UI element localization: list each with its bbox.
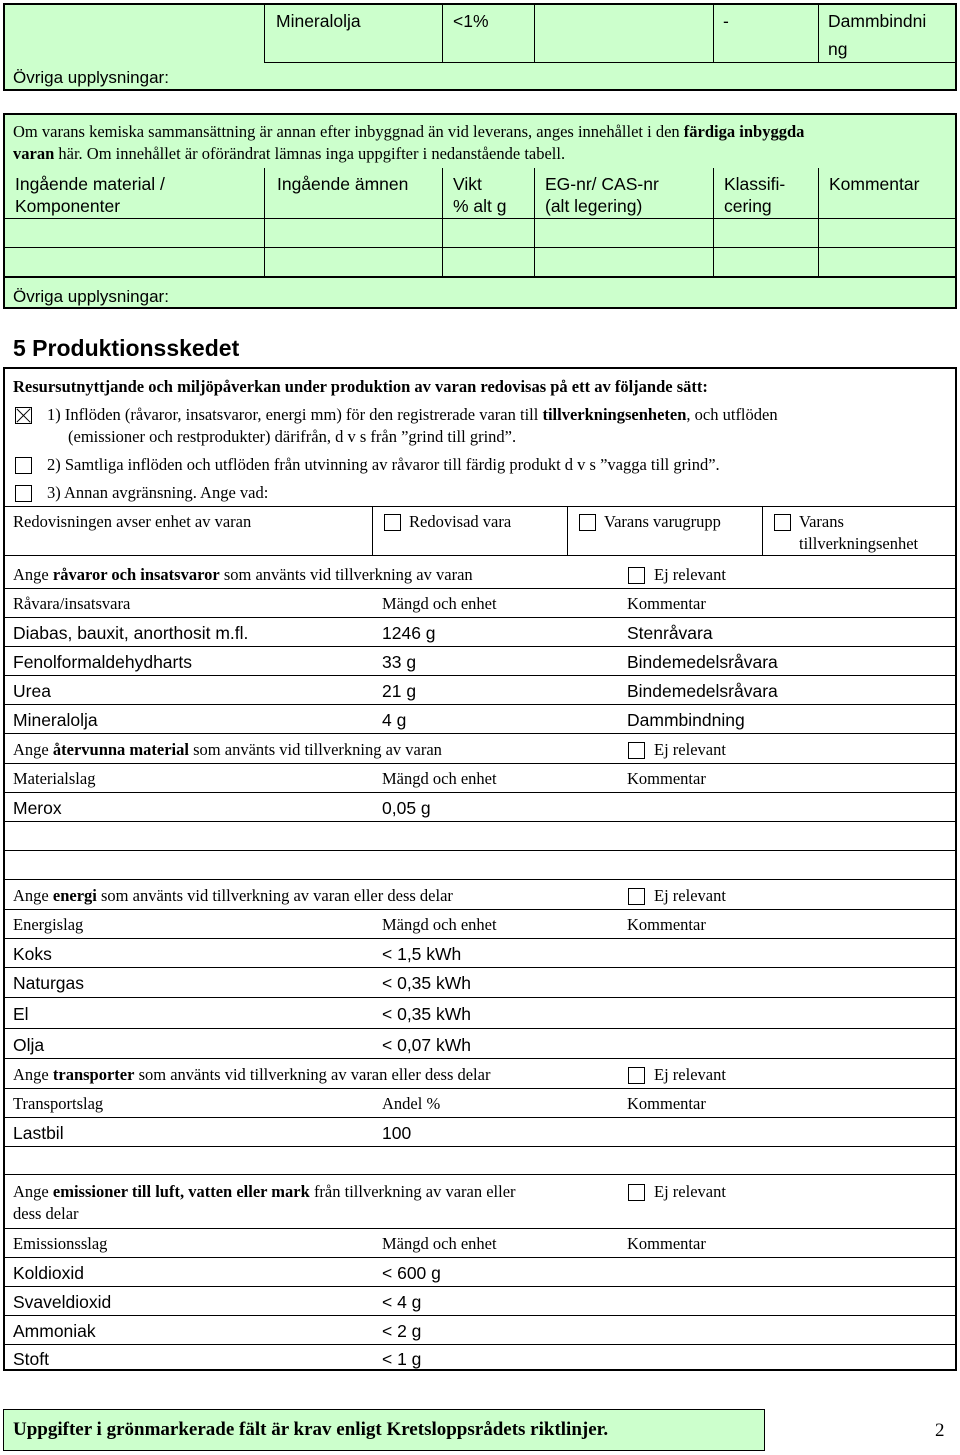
energy-row-name: Naturgas [13, 973, 85, 993]
energy-heading: Ange energi som använts vid tillverkning av varan eller dess delar [13, 886, 453, 905]
emissions-row-amount: < 600 g [382, 1263, 441, 1283]
unit-label: Redovisningen avser enhet av varan [13, 512, 252, 531]
energy-col-amount: Mängd och enhet [382, 915, 497, 934]
built-in-other-info: Övriga upplysningar: [13, 287, 169, 306]
option3-label: 3) Annan avgränsning. Ange vad: [47, 483, 269, 502]
energy-row-name: El [13, 1004, 29, 1024]
raw-row-name: Mineralolja [13, 710, 98, 730]
emissions-row-name: Stoft [13, 1349, 49, 1369]
recycled-row-name: Merox [13, 798, 62, 818]
raw-row-name: Diabas, bauxit, anorthosit m.fl. [13, 623, 249, 643]
energy-ej-label: Ej relevant [654, 886, 726, 905]
emissions-heading-l2: dess delar [13, 1204, 79, 1223]
transport-row-amount: 100 [382, 1123, 412, 1143]
raw-row-amount: 33 g [382, 652, 417, 672]
energy-ej-checkbox[interactable] [628, 888, 645, 905]
header-material: Ingående material / Komponenter [15, 174, 165, 216]
raw-col-comment: Kommentar [627, 594, 706, 613]
energy-row-name: Olja [13, 1035, 45, 1055]
energy-row-name: Koks [13, 944, 52, 964]
energy-col-comment: Kommentar [627, 915, 706, 934]
recycled-col-name: Materialslag [13, 769, 96, 788]
transport-col-name: Transportslag [13, 1094, 104, 1113]
raw-row-comment: Bindemedelsråvara [627, 681, 778, 701]
page-number: 2 [935, 1420, 945, 1441]
emissions-ej-label: Ej relevant [654, 1182, 726, 1201]
emissions-row-name: Svaveldioxid [13, 1292, 112, 1312]
header-classification: Klassifi- cering [724, 174, 786, 216]
emissions-heading-l1: Ange emissioner till luft, vatten eller mark från tillverkning av varan eller [13, 1182, 516, 1201]
header-comment: Kommentar [829, 174, 920, 194]
recycled-ej-label: Ej relevant [654, 740, 726, 759]
option1-checkbox[interactable] [15, 407, 32, 424]
footer-note-box [3, 1409, 765, 1451]
raw-col-amount: Mängd och enhet [382, 594, 497, 613]
emissions-col-name: Emissionsslag [13, 1234, 108, 1253]
recycled-row-amount: 0,05 g [382, 798, 431, 818]
raw-row-amount: 4 g [382, 710, 407, 730]
top-row-material: Mineralolja [276, 11, 361, 31]
energy-row-amount: < 1,5 kWh [382, 944, 462, 964]
unit-opt3-label-l2: tillverkningsenhet [799, 534, 919, 553]
option2-label: 2) Samtliga inflöden och utflöden från utvinning av råvaror till färdig produkt d v s ”vagga till grind”. [47, 455, 720, 474]
emissions-row-amount: < 2 g [382, 1321, 422, 1341]
transport-ej-checkbox[interactable] [628, 1067, 645, 1084]
option2-checkbox[interactable] [15, 457, 32, 474]
raw-row-amount: 21 g [382, 681, 417, 701]
option1-line2: (emissioner och restprodukter) därifrån, d v s från ”grind till grind”. [68, 427, 517, 446]
top-row-comment-l1: Dammbindni [828, 11, 927, 31]
raw-col-name: Råvara/insatsvara [13, 594, 131, 613]
option3-checkbox[interactable] [15, 485, 32, 502]
transport-ej-label: Ej relevant [654, 1065, 726, 1084]
unit-opt3-checkbox[interactable] [774, 514, 791, 531]
energy-col-name: Energislag [13, 915, 84, 934]
energy-row-amount: < 0,35 kWh [382, 1004, 472, 1024]
header-weight: Vikt % alt g [453, 174, 507, 216]
top-other-info: Övriga upplysningar: [13, 68, 169, 87]
raw-row-name: Fenolformaldehydharts [13, 652, 192, 672]
transport-col-comment: Kommentar [627, 1094, 706, 1113]
energy-row-amount: < 0,07 kWh [382, 1035, 472, 1055]
header-substances: Ingående ämnen [277, 174, 409, 194]
raw-row-comment: Dammbindning [627, 710, 745, 730]
top-row-ecnr: - [723, 11, 729, 31]
section5-title: 5 Produktionsskedet [13, 335, 240, 361]
transport-col-amount: Andel % [382, 1094, 441, 1113]
energy-row-amount: < 0,35 kWh [382, 973, 472, 993]
built-in-intro-line1: Om varans kemiska sammansättning är annan efter inbyggnad än vid leverans, anges innehållet i den färdiga inbyggda [13, 122, 805, 141]
option1-line1: 1) Inflöden (råvaror, insatsvaror, energi mm) för den registrerade varan till tillverkningsenheten, och utflöden [47, 405, 778, 424]
unit-opt2-label: Varans varugrupp [604, 512, 721, 531]
raw-row-amount: 1246 g [382, 623, 436, 643]
recycled-ej-checkbox[interactable] [628, 742, 645, 759]
emissions-row-name: Ammoniak [13, 1321, 96, 1341]
transport-heading: Ange transporter som använts vid tillverkning av varan eller dess delar [13, 1065, 491, 1084]
emissions-col-comment: Kommentar [627, 1234, 706, 1253]
raw-ej-label: Ej relevant [654, 565, 726, 584]
raw-row-name: Urea [13, 681, 51, 701]
emissions-col-amount: Mängd och enhet [382, 1234, 497, 1253]
resource-heading: Resursutnyttjande och miljöpåverkan under produktion av varan redovisas på ett av följande sätt: [13, 377, 708, 396]
unit-opt2-checkbox[interactable] [579, 514, 596, 531]
transport-row-name: Lastbil [13, 1123, 64, 1143]
unit-opt3-label-l1: Varans [799, 512, 844, 531]
emissions-row-amount: < 1 g [382, 1349, 422, 1369]
recycled-col-amount: Mängd och enhet [382, 769, 497, 788]
raw-heading: Ange råvaror och insatsvaror som använts vid tillverkning av varan [13, 565, 473, 584]
raw-row-comment: Stenråvara [627, 623, 713, 643]
emissions-ej-checkbox[interactable] [628, 1184, 645, 1201]
raw-row-comment: Bindemedelsråvara [627, 652, 778, 672]
header-ecnr: EG-nr/ CAS-nr (alt legering) [545, 174, 659, 216]
recycled-heading: Ange återvunna material som använts vid tillverkning av varan [13, 740, 442, 759]
top-row-comment-l2: ng [828, 39, 848, 59]
raw-ej-checkbox[interactable] [628, 567, 645, 584]
top-row-weight: <1% [453, 11, 489, 31]
recycled-col-comment: Kommentar [627, 769, 706, 788]
emissions-row-name: Koldioxid [13, 1263, 85, 1283]
built-in-intro-line2: varan här. Om innehållet är oförändrat lämnas inga uppgifter i nedanstående tabell. [13, 144, 566, 163]
unit-opt1-label: Redovisad vara [409, 512, 512, 531]
emissions-row-amount: < 4 g [382, 1292, 422, 1312]
footer-note: Uppgifter i grönmarkerade fält är krav enligt Kretsloppsrådets riktlinjer. [13, 1419, 609, 1440]
unit-opt1-checkbox[interactable] [384, 514, 401, 531]
